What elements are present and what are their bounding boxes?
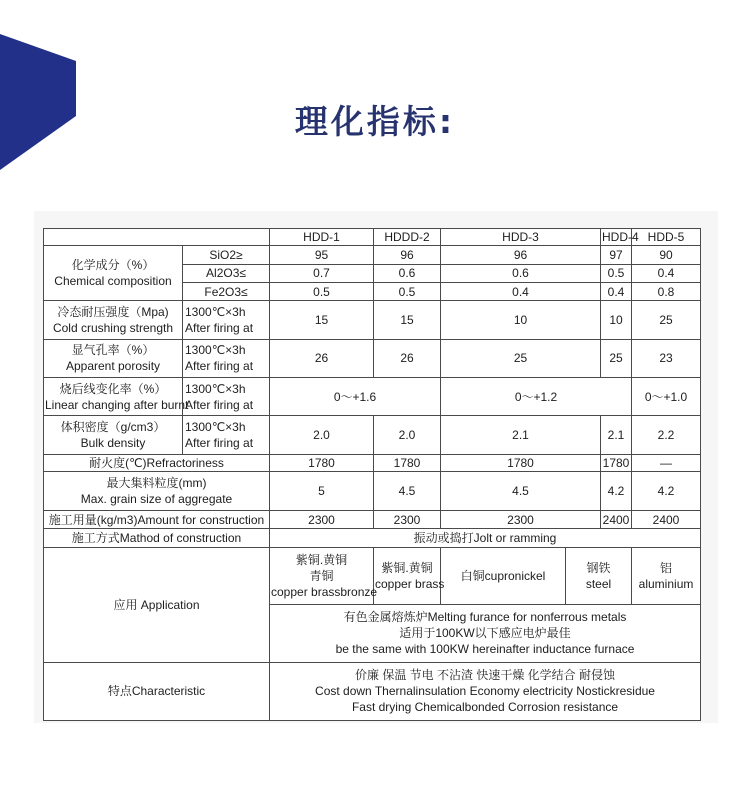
value-cell: 10 bbox=[441, 301, 601, 340]
value-cell: 23 bbox=[632, 340, 701, 378]
characteristic-line: Cost down Thernalinsulation Economy electricity Nostickresidue bbox=[315, 684, 655, 699]
column-header: HDD-3 bbox=[441, 229, 601, 246]
value-cell: 0.4 bbox=[601, 282, 632, 300]
value-cell: 26 bbox=[270, 340, 374, 378]
value-cell: 15 bbox=[374, 301, 441, 340]
value-cell: 0.5 bbox=[374, 282, 441, 300]
condition-line-1: 1300℃×3h bbox=[185, 343, 246, 358]
value-cell: 2300 bbox=[374, 511, 441, 529]
value-cell: 1780 bbox=[441, 455, 601, 472]
value-cell: 2.1 bbox=[441, 416, 601, 455]
condition-line-1: 1300℃×3h bbox=[185, 420, 246, 435]
value-cell: 2.0 bbox=[374, 416, 441, 455]
value-cell: 2400 bbox=[601, 511, 632, 529]
value-cell: 1780 bbox=[601, 455, 632, 472]
value-cell: 2300 bbox=[441, 511, 601, 529]
condition-line-1: 1300℃×3h bbox=[185, 305, 246, 320]
value-cell: 25 bbox=[632, 301, 701, 340]
application-cell bbox=[632, 547, 701, 604]
amount-label: 施工用量(kg/m3)Amount for construction bbox=[44, 511, 270, 529]
condition-line-2: After firing at bbox=[185, 397, 254, 412]
cold-crushing-label-cn: 冷态耐压强度（Mpa) bbox=[57, 305, 169, 320]
value-cell: 1780 bbox=[270, 455, 374, 472]
table-row bbox=[44, 662, 701, 720]
characteristic-line: Fast drying Chemicalbonded Corrosion resistance bbox=[351, 700, 619, 715]
value-cell: 0.5 bbox=[601, 264, 632, 282]
grain-size-label bbox=[44, 472, 270, 511]
application-note: 适用于100KW以下感应电炉最佳 bbox=[399, 626, 571, 641]
column-header: HDD-4 bbox=[602, 230, 639, 245]
value-cell: 0.8 bbox=[632, 282, 701, 300]
condition-line-2: After firing at bbox=[185, 359, 254, 374]
table-row bbox=[44, 416, 701, 455]
bulk-density-label bbox=[44, 416, 183, 455]
table-row bbox=[44, 246, 701, 264]
composition-label-cn: 化学成分（%） bbox=[71, 258, 155, 273]
characteristic-value bbox=[270, 662, 701, 720]
value-cell: 96 bbox=[441, 246, 601, 264]
component-name: SiO2≥ bbox=[183, 246, 270, 264]
condition-line-1: 1300℃×3h bbox=[185, 381, 246, 396]
porosity-label-en: Apparent porosity bbox=[65, 359, 161, 374]
application-cell: 白铜cupronickel bbox=[441, 547, 566, 604]
porosity-label bbox=[44, 340, 183, 378]
cold-crushing-label bbox=[44, 301, 183, 340]
value-cell: 0.7 bbox=[270, 264, 374, 282]
table-header-row bbox=[44, 229, 701, 246]
condition-cell bbox=[183, 377, 270, 416]
value-cell: 0.6 bbox=[441, 264, 601, 282]
grain-size-label-en: Max. grain size of aggregate bbox=[80, 492, 233, 507]
application-cell bbox=[566, 547, 632, 604]
value-cell: 0～+1.0 bbox=[632, 377, 701, 416]
value-cell: 0～+1.6 bbox=[270, 377, 441, 416]
application-line: 钢铁 bbox=[586, 560, 611, 575]
composition-label bbox=[44, 246, 183, 301]
value-cell: 90 bbox=[632, 246, 701, 264]
corner-decoration bbox=[0, 0, 82, 175]
application-line: 紫铜.黄铜 bbox=[295, 552, 348, 567]
bulk-density-label-cn: 体积密度（g/cm3） bbox=[60, 420, 166, 435]
value-cell: 0.4 bbox=[441, 282, 601, 300]
condition-cell bbox=[183, 340, 270, 378]
column-header: HDD-5 bbox=[632, 229, 701, 246]
component-name: Al2O3≤ bbox=[183, 264, 270, 282]
application-line: 青铜 bbox=[309, 568, 334, 583]
value-cell: 25 bbox=[601, 340, 632, 378]
linear-change-label bbox=[44, 377, 189, 416]
value-cell: 10 bbox=[601, 301, 632, 340]
value-cell: 5 bbox=[270, 472, 374, 511]
table-row bbox=[44, 529, 701, 547]
value-cell: 1780 bbox=[374, 455, 441, 472]
application-line: 紫铜.黄铜 bbox=[381, 560, 433, 575]
value-cell: 25 bbox=[441, 340, 601, 378]
value-cell: — bbox=[632, 455, 701, 472]
value-cell: 2.2 bbox=[632, 416, 701, 455]
condition-line-2: After firing at bbox=[185, 436, 254, 451]
application-line: copper brassbronze bbox=[271, 584, 378, 599]
porosity-label-cn: 显气孔率（%） bbox=[71, 343, 155, 358]
method-value: 振动或捣打Jolt or ramming bbox=[270, 529, 701, 547]
linear-change-label-cn: 烧后线变化率（%） bbox=[59, 381, 167, 396]
condition-line-2: After firing at bbox=[185, 321, 254, 336]
value-cell: 4.5 bbox=[441, 472, 601, 511]
characteristic-line: 价廉 保温 节电 不沾渣 快速干燥 化学结合 耐侵蚀 bbox=[355, 668, 616, 683]
value-cell: 95 bbox=[270, 246, 374, 264]
bulk-density-label-en: Bulk density bbox=[80, 436, 146, 451]
application-notes bbox=[270, 604, 701, 662]
application-line: aluminium bbox=[638, 576, 694, 591]
characteristic-label: 特点Characteristic bbox=[44, 662, 270, 720]
table-row bbox=[44, 455, 701, 472]
value-cell: 2300 bbox=[270, 511, 374, 529]
table-row bbox=[44, 511, 701, 529]
value-cell: 26 bbox=[374, 340, 441, 378]
table-row bbox=[44, 377, 701, 416]
value-cell: 4.2 bbox=[601, 472, 632, 511]
value-cell: 2.1 bbox=[601, 416, 632, 455]
linear-change-label-en: Linear changing after burnt bbox=[45, 397, 189, 412]
cold-crushing-label-en: Cold crushing strength bbox=[52, 321, 174, 336]
column-header: HDD-1 bbox=[270, 229, 374, 246]
composition-label-en: Chemical composition bbox=[54, 274, 172, 289]
value-cell: 97 bbox=[601, 246, 632, 264]
grain-size-label-cn: 最大集料粒度(mm) bbox=[106, 476, 207, 491]
refractoriness-label: 耐火度(℃)Refractoriness bbox=[44, 455, 270, 472]
application-note: 有色金属熔炼炉Melting furance for nonferrous metals bbox=[343, 610, 627, 625]
value-cell: 4.5 bbox=[374, 472, 441, 511]
value-cell: 2400 bbox=[632, 511, 701, 529]
spec-table bbox=[43, 228, 701, 721]
page-title: 理化指标: bbox=[294, 102, 456, 141]
application-line: steel bbox=[585, 576, 612, 591]
value-cell: 0.5 bbox=[270, 282, 374, 300]
column-header: HDDD-2 bbox=[374, 229, 441, 246]
table-row bbox=[44, 547, 701, 604]
application-note: be the same with 100KW hereinafter inductance furnace bbox=[335, 642, 635, 657]
value-cell: 96 bbox=[374, 246, 441, 264]
application-line: copper brass bbox=[375, 576, 445, 591]
application-cell bbox=[270, 547, 378, 604]
value-cell: 4.2 bbox=[632, 472, 701, 511]
header-corner-cell bbox=[44, 229, 270, 246]
condition-cell bbox=[183, 416, 270, 455]
method-label: 施工方式Mathod of construction bbox=[44, 529, 270, 547]
value-cell: 0.6 bbox=[374, 264, 441, 282]
application-label: 应用 Application bbox=[44, 547, 270, 662]
table-row bbox=[44, 340, 701, 378]
table-row bbox=[44, 301, 701, 340]
value-cell: 0～+1.2 bbox=[441, 377, 632, 416]
condition-cell bbox=[183, 301, 270, 340]
application-cell bbox=[374, 547, 445, 604]
table-row bbox=[44, 472, 701, 511]
value-cell: 2.0 bbox=[270, 416, 374, 455]
component-name: Fe2O3≤ bbox=[183, 282, 270, 300]
value-cell: 15 bbox=[270, 301, 374, 340]
value-cell: 0.4 bbox=[632, 264, 701, 282]
application-line: 铝 bbox=[660, 560, 673, 575]
